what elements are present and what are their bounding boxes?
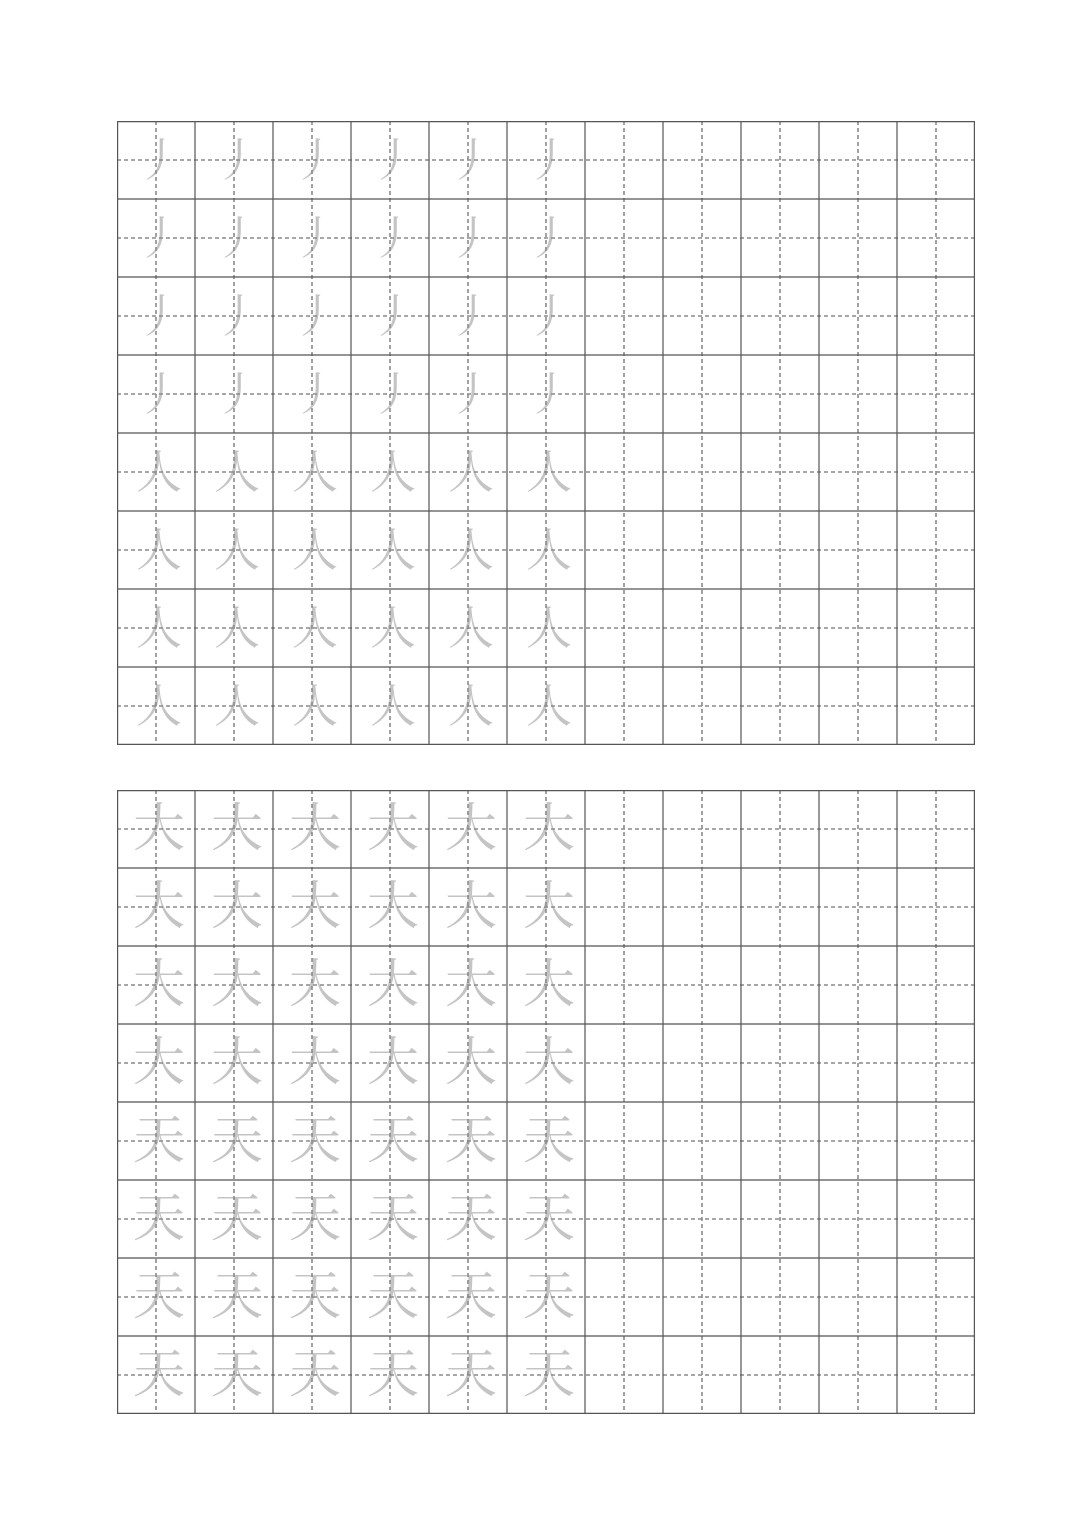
trace-glyph: 丿 bbox=[526, 133, 572, 187]
trace-glyph: 丿 bbox=[448, 289, 494, 343]
trace-glyph: 天 bbox=[132, 1189, 185, 1249]
trace-glyph: 丿 bbox=[448, 211, 494, 265]
trace-glyph: 丿 bbox=[526, 367, 572, 421]
trace-glyph: 天 bbox=[132, 1345, 185, 1405]
trace-glyph: 大 bbox=[522, 955, 575, 1015]
trace-glyph: 人 bbox=[448, 445, 494, 499]
trace-glyph: 人 bbox=[526, 523, 572, 577]
trace-glyph: 大 bbox=[132, 955, 185, 1015]
trace-glyph: 丿 bbox=[448, 133, 494, 187]
trace-glyph: 丿 bbox=[370, 367, 416, 421]
trace-glyph: 丿 bbox=[136, 289, 182, 343]
trace-glyph: 人 bbox=[136, 679, 182, 733]
trace-glyph: 人 bbox=[292, 523, 338, 577]
trace-glyph: 人 bbox=[448, 679, 494, 733]
trace-glyph: 丿 bbox=[214, 367, 260, 421]
trace-glyph: 大 bbox=[288, 877, 341, 937]
trace-glyph: 大 bbox=[288, 1033, 341, 1093]
trace-glyph: 天 bbox=[366, 1189, 419, 1249]
trace-glyph: 大 bbox=[288, 955, 341, 1015]
trace-glyph: 大 bbox=[132, 1033, 185, 1093]
trace-glyph: 天 bbox=[210, 1111, 263, 1171]
trace-glyph: 丿 bbox=[214, 289, 260, 343]
trace-glyph: 丿 bbox=[136, 211, 182, 265]
trace-glyph: 人 bbox=[292, 679, 338, 733]
trace-glyph: 天 bbox=[132, 1267, 185, 1327]
trace-glyph: 人 bbox=[448, 601, 494, 655]
trace-glyph: 大 bbox=[522, 799, 575, 859]
trace-glyph: 大 bbox=[444, 955, 497, 1015]
trace-glyph: 丿 bbox=[292, 367, 338, 421]
trace-glyph: 丿 bbox=[448, 367, 494, 421]
trace-glyph: 天 bbox=[366, 1111, 419, 1171]
trace-glyph: 天 bbox=[210, 1345, 263, 1405]
trace-glyph: 人 bbox=[136, 523, 182, 577]
trace-glyph: 丿 bbox=[292, 289, 338, 343]
trace-glyph: 人 bbox=[370, 445, 416, 499]
trace-glyph: 天 bbox=[288, 1189, 341, 1249]
trace-glyph: 大 bbox=[366, 799, 419, 859]
trace-glyph: 大 bbox=[288, 799, 341, 859]
trace-glyph: 人 bbox=[214, 523, 260, 577]
trace-glyph: 大 bbox=[366, 877, 419, 937]
trace-glyph: 人 bbox=[526, 601, 572, 655]
trace-glyph: 大 bbox=[522, 877, 575, 937]
trace-glyph: 丿 bbox=[214, 211, 260, 265]
trace-glyph: 人 bbox=[370, 601, 416, 655]
trace-glyph: 丿 bbox=[526, 289, 572, 343]
trace-glyph: 天 bbox=[522, 1345, 575, 1405]
trace-glyph: 人 bbox=[370, 523, 416, 577]
trace-glyph: 丿 bbox=[214, 133, 260, 187]
trace-glyph: 天 bbox=[288, 1267, 341, 1327]
trace-glyph: 大 bbox=[210, 955, 263, 1015]
trace-glyph: 大 bbox=[444, 877, 497, 937]
grid-lines bbox=[117, 121, 973, 745]
trace-glyph: 天 bbox=[522, 1111, 575, 1171]
trace-glyph: 大 bbox=[444, 1033, 497, 1093]
trace-glyph: 大 bbox=[366, 955, 419, 1015]
trace-glyph: 天 bbox=[366, 1345, 419, 1405]
trace-glyph: 人 bbox=[526, 445, 572, 499]
trace-glyph: 天 bbox=[210, 1189, 263, 1249]
trace-glyph: 丿 bbox=[292, 211, 338, 265]
trace-glyph: 天 bbox=[444, 1345, 497, 1405]
trace-glyph: 人 bbox=[448, 523, 494, 577]
trace-glyph: 丿 bbox=[136, 133, 182, 187]
trace-glyph: 天 bbox=[522, 1189, 575, 1249]
trace-glyph: 丿 bbox=[136, 367, 182, 421]
trace-glyph: 人 bbox=[136, 445, 182, 499]
trace-glyph: 人 bbox=[370, 679, 416, 733]
trace-glyph: 天 bbox=[444, 1267, 497, 1327]
trace-glyph: 丿 bbox=[370, 133, 416, 187]
trace-glyph: 丿 bbox=[370, 211, 416, 265]
trace-glyph: 大 bbox=[210, 877, 263, 937]
trace-glyph: 天 bbox=[522, 1267, 575, 1327]
trace-glyph: 天 bbox=[366, 1267, 419, 1327]
trace-glyph: 人 bbox=[136, 601, 182, 655]
trace-glyph: 人 bbox=[214, 445, 260, 499]
trace-glyph: 天 bbox=[210, 1267, 263, 1327]
trace-glyph: 天 bbox=[444, 1189, 497, 1249]
trace-glyph: 丿 bbox=[526, 211, 572, 265]
trace-glyph: 大 bbox=[366, 1033, 419, 1093]
trace-glyph: 大 bbox=[210, 799, 263, 859]
practice-grid-top bbox=[117, 121, 973, 745]
trace-glyph: 大 bbox=[132, 799, 185, 859]
trace-glyph: 天 bbox=[288, 1345, 341, 1405]
trace-glyph: 人 bbox=[214, 601, 260, 655]
trace-glyph: 大 bbox=[132, 877, 185, 937]
trace-glyph: 天 bbox=[444, 1111, 497, 1171]
trace-glyph: 丿 bbox=[370, 289, 416, 343]
trace-glyph: 大 bbox=[444, 799, 497, 859]
grid-lines bbox=[117, 790, 973, 1414]
trace-glyph: 大 bbox=[522, 1033, 575, 1093]
practice-grid-bottom bbox=[117, 790, 973, 1414]
trace-glyph: 天 bbox=[288, 1111, 341, 1171]
trace-glyph: 大 bbox=[210, 1033, 263, 1093]
trace-glyph: 天 bbox=[132, 1111, 185, 1171]
trace-glyph: 人 bbox=[292, 601, 338, 655]
trace-glyph: 人 bbox=[214, 679, 260, 733]
trace-glyph: 丿 bbox=[292, 133, 338, 187]
trace-glyph: 人 bbox=[526, 679, 572, 733]
trace-glyph: 人 bbox=[292, 445, 338, 499]
